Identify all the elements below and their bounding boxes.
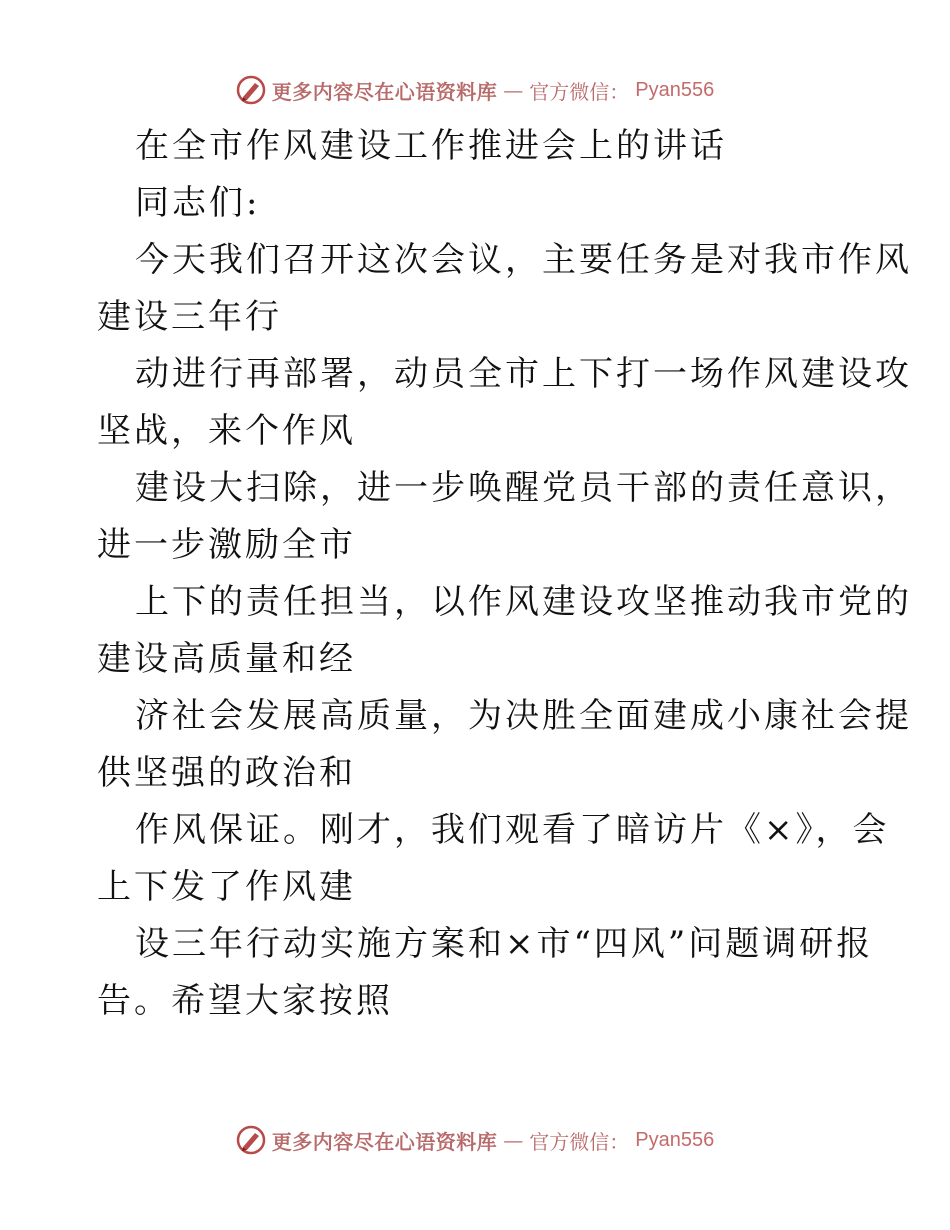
banner-wechat-label: 官方微信： (529, 1129, 630, 1154)
body-line: 今天我们召开这次会议，主要任务是对我市作风 (135, 240, 912, 280)
body-line: 供坚强的政治和 (97, 753, 356, 793)
body-line: 告。希望大家按照 (97, 981, 393, 1021)
document-title: 在全市作风建设工作推进会上的讲话 (135, 126, 727, 166)
banner-wechat-id: Pyan556 (635, 78, 715, 101)
body-text (97, 232, 912, 1030)
body-line: 建设大扫除，进一步唤醒党员干部的责任意识， (135, 468, 912, 508)
body-line: 建设高质量和经 (97, 639, 356, 679)
document-body (97, 118, 912, 1030)
banner-text: 更多内容尽在心语资料库 (271, 1129, 498, 1154)
footer-banner (0, 1120, 950, 1160)
body-line: 进一步激励全市 (97, 525, 356, 565)
banner-separator: — (503, 78, 524, 102)
body-line: 作风保证。刚才，我们观看了暗访片《×》，会 (135, 810, 890, 850)
banner-text: 更多内容尽在心语资料库 (271, 79, 498, 104)
body-line: 上下的责任担当，以作风建设攻坚推动我市党的 (135, 582, 912, 622)
header-banner (0, 70, 950, 110)
body-line: 动进行再部署，动员全市上下打一场作风建设攻 (135, 354, 912, 394)
body-line: 上下发了作风建 (97, 867, 356, 907)
body-line: 济社会发展高质量，为决胜全面建成小康社会提 (135, 696, 912, 736)
body-line: 建设三年行 (97, 297, 282, 337)
pen-logo-icon (236, 1125, 266, 1155)
banner-wechat-label: 官方微信： (529, 79, 630, 104)
banner-wechat-id: Pyan556 (635, 1128, 715, 1151)
body-line: 坚战，来个作风 (97, 411, 356, 451)
pen-logo-icon (236, 75, 266, 105)
body-line: 设三年行动实施方案和×市“四风”问题调研报 (135, 924, 874, 964)
banner-separator: — (503, 1128, 524, 1152)
salutation: 同志们: (135, 183, 261, 223)
